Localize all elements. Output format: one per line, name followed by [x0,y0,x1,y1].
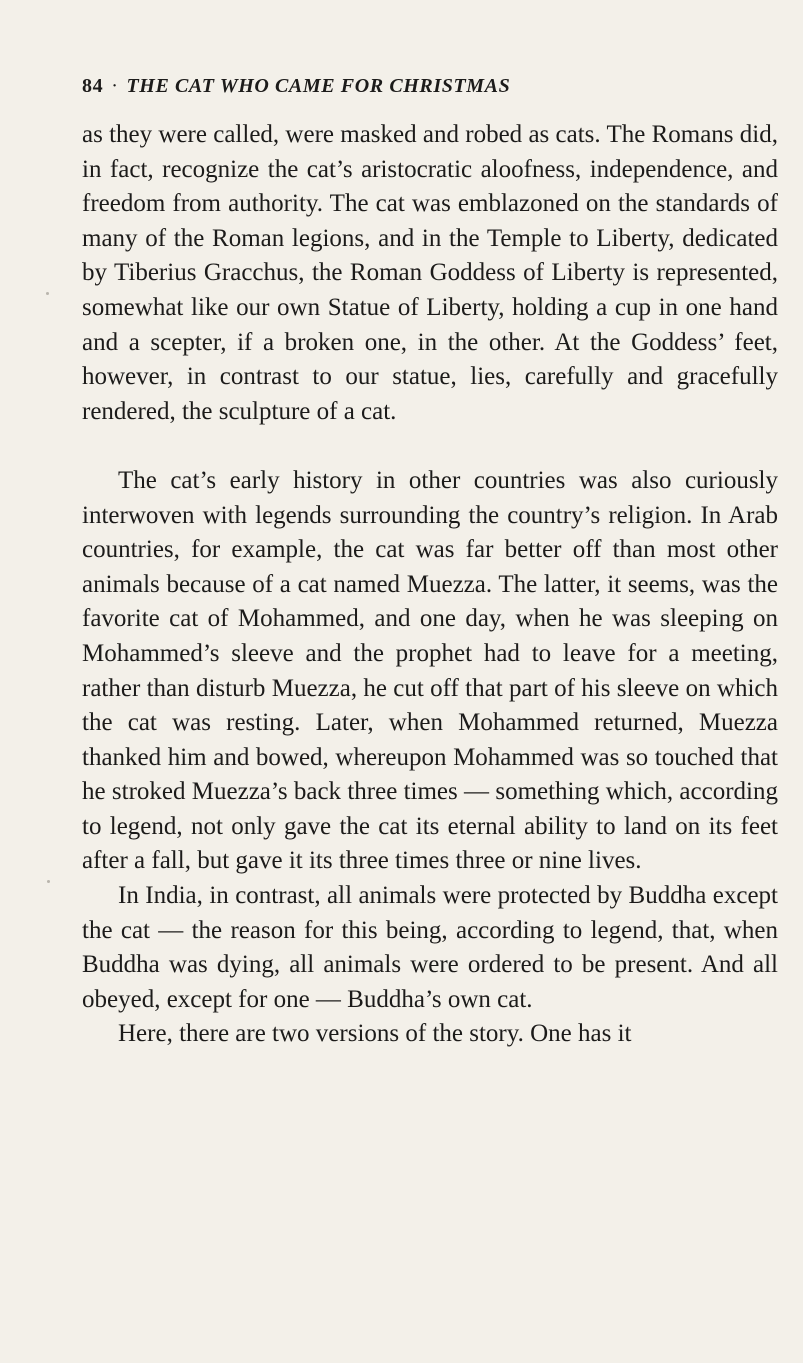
running-head-separator: · [111,75,119,97]
page-number: 84 [82,75,104,97]
paragraph-continued: as they were called, were masked and robed as cats. The Romans did, in fact, recognize the cat’s aristocratic aloofness, independence, and freedom from authority. The cat was emblazoned on the standards of many of the Roman legions, and in the Temple to Liberty, dedicated by Tiberius Gracchus, the Roman Goddess of Liberty is represented, somewhat like our own Statue of Liberty, holding a cup in one hand and a scepter, if a broken one, in the other. At the Goddess’ feet, however, in contrast to our statue, lies, carefully and gracefully rendered, the sculpture of a cat. [82,121,778,425]
paragraph: Here, there are two versions of the story. One has it [118,1020,632,1048]
paragraph: The cat’s early history in other countries was also curiously interwoven with legends surrounding the country’s religion. In Arab countries, for example, the cat was far better off than most other animals because of a cat named Muezza. The latter, it seems, was the favorite cat of Mohammed, and one day, when he was sleeping on Mohammed’s sleeve and the prophet had to leave for a meeting, rather than disturb Muezza, he cut off that part of his sleeve on which the cat was resting. Later, when Mohammed returned, Muezza thanked him and bowed, whereupon Mohammed was so touched that he stroked Muezza’s back three times — something which, according to legend, not only gave the cat its eternal ability to land on its feet after a fall, but gave it its three times three or nine lives. [82,466,778,875]
margin-speck [46,292,49,295]
running-head [82,75,510,98]
margin-speck [47,880,50,883]
book-title: THE CAT WHO CAME FOR CHRISTMAS [126,75,511,97]
body-text [82,118,778,1052]
paragraph: In India, in contrast, all animals were protected by Buddha except the cat — the reason for this being, according to legend, that, when Buddha was dying, all animals were ordered to be present. And all obeyed, except for one — Buddha’s own cat. [82,882,778,1013]
